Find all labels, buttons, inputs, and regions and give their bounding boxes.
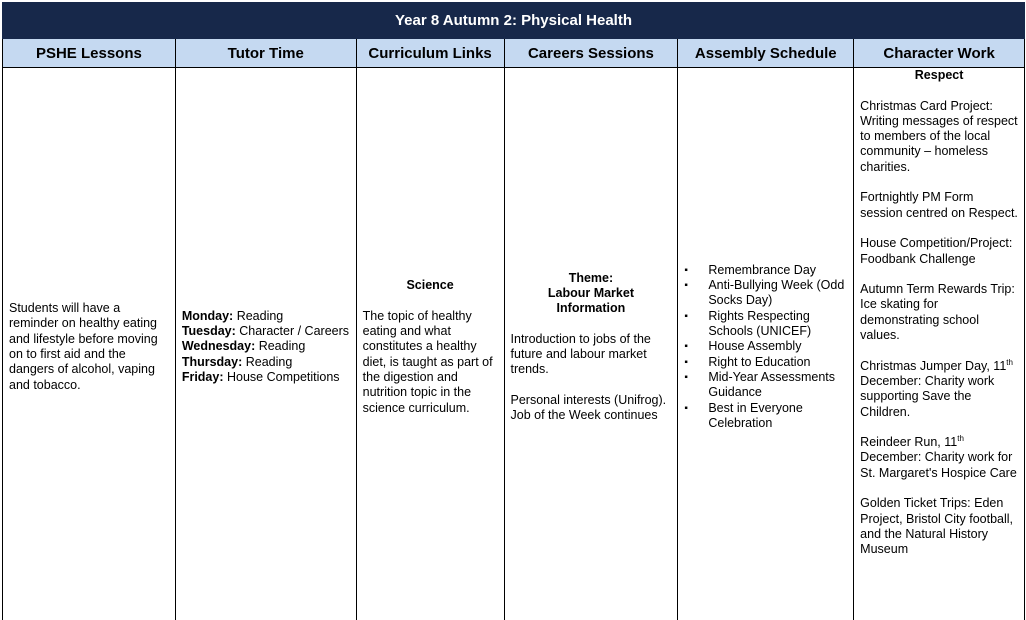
bullet-icon: ▪ <box>684 356 688 368</box>
tutor-tuesday <box>182 324 350 339</box>
curriculum-description: The topic of healthy eating and what constitutes a healthy diet, is taught as part of the digestion and nutrition topic in the science curriculum. <box>362 308 493 415</box>
day-label: Wednesday: <box>181 339 256 354</box>
list-item: ▪ Right to Education <box>684 354 811 369</box>
reindeer-run: Reindeer Run, 11th December: Charity work for St. Margaret's Hospice Care <box>860 433 1017 480</box>
day-label: Friday: <box>181 369 224 384</box>
header-character-work: Character Work <box>854 39 1025 67</box>
list-item: ▪ Best in Everyone Celebration <box>684 400 803 430</box>
assembly-list <box>678 263 853 431</box>
careers-theme-label: Theme: <box>568 270 614 285</box>
pm-form-session: Fortnightly PM Form session centred on Respect. <box>860 190 1018 220</box>
bullet-icon: ▪ <box>684 264 688 276</box>
header-curriculum-links: Curriculum Links <box>357 39 505 67</box>
day-label: Monday: <box>181 308 234 323</box>
list-item: ▪ Anti-Bullying Week (Odd Socks Day) <box>684 278 845 308</box>
tutor-time-cell <box>176 68 357 620</box>
day-activity: Reading <box>233 308 284 323</box>
christmas-jumper-day: Christmas Jumper Day, 11th December: Charity work supporting Save the Children. <box>860 357 1013 419</box>
header-assembly-schedule: Assembly Schedule <box>678 39 854 67</box>
tutor-friday <box>182 370 350 385</box>
list-item: ▪ Rights Respecting Schools (UNICEF) <box>684 308 812 339</box>
tutor-monday <box>182 309 350 324</box>
day-label: Thursday: <box>181 354 243 369</box>
header-tutor-time: Tutor Time <box>176 39 357 67</box>
day-activity: Reading <box>255 339 306 354</box>
character-work-cell <box>854 68 1025 620</box>
day-activity: Reading <box>242 354 293 369</box>
pshe-description: Students will have a reminder on healthy eating and lifestyle before moving on to first aid and the dangers of alcohol, vaping and tobacco. <box>9 301 158 392</box>
christmas-card-project: Christmas Card Project: Writing messages of respect to members of the local community – homeless charities. <box>860 98 1018 174</box>
bullet-icon: ▪ <box>684 310 688 322</box>
careers-sessions-cell <box>505 68 679 620</box>
careers-intro: Introduction to jobs of the future and labour market trends. <box>510 331 651 377</box>
bullet-icon: ▪ <box>684 341 688 353</box>
bullet-icon: ▪ <box>684 371 688 383</box>
day-activity: Character / Careers <box>235 324 350 339</box>
table-title: Year 8 Autumn 2: Physical Health <box>2 2 1025 39</box>
character-heading: Respect <box>914 68 964 82</box>
house-competition: House Competition/Project: Foodbank Challenge <box>860 236 1013 266</box>
header-pshe-lessons: PSHE Lessons <box>3 39 176 67</box>
list-item: ▪ Mid-Year Assessments Guidance <box>684 369 836 400</box>
curriculum-links-cell <box>357 68 505 620</box>
tutor-wednesday <box>182 339 350 354</box>
golden-ticket-trips: Golden Ticket Trips: Eden Project, Bristol City football, and the Natural History Museum <box>860 496 1014 557</box>
bullet-icon: ▪ <box>684 280 688 292</box>
list-item: ▪ Remembrance Day <box>684 262 817 277</box>
bullet-icon: ▪ <box>684 402 688 414</box>
rewards-trip: Autumn Term Rewards Trip: Ice skating for demonstrating school values. <box>860 282 1015 343</box>
pshe-cell <box>3 68 176 620</box>
careers-theme-title: Labour Market Information <box>547 285 634 316</box>
day-label: Tuesday: <box>181 324 236 339</box>
assembly-schedule-cell <box>678 68 854 620</box>
tutor-thursday <box>182 355 350 370</box>
curriculum-subject: Science <box>406 278 454 293</box>
header-careers-sessions: Careers Sessions <box>505 39 679 67</box>
careers-personal-interests: Personal interests (Unifrog). Job of the Week continues <box>510 392 667 423</box>
header-row <box>2 39 1025 68</box>
list-item: ▪ House Assembly <box>684 339 802 354</box>
content-row <box>2 68 1025 620</box>
day-activity: House Competitions <box>223 369 340 384</box>
